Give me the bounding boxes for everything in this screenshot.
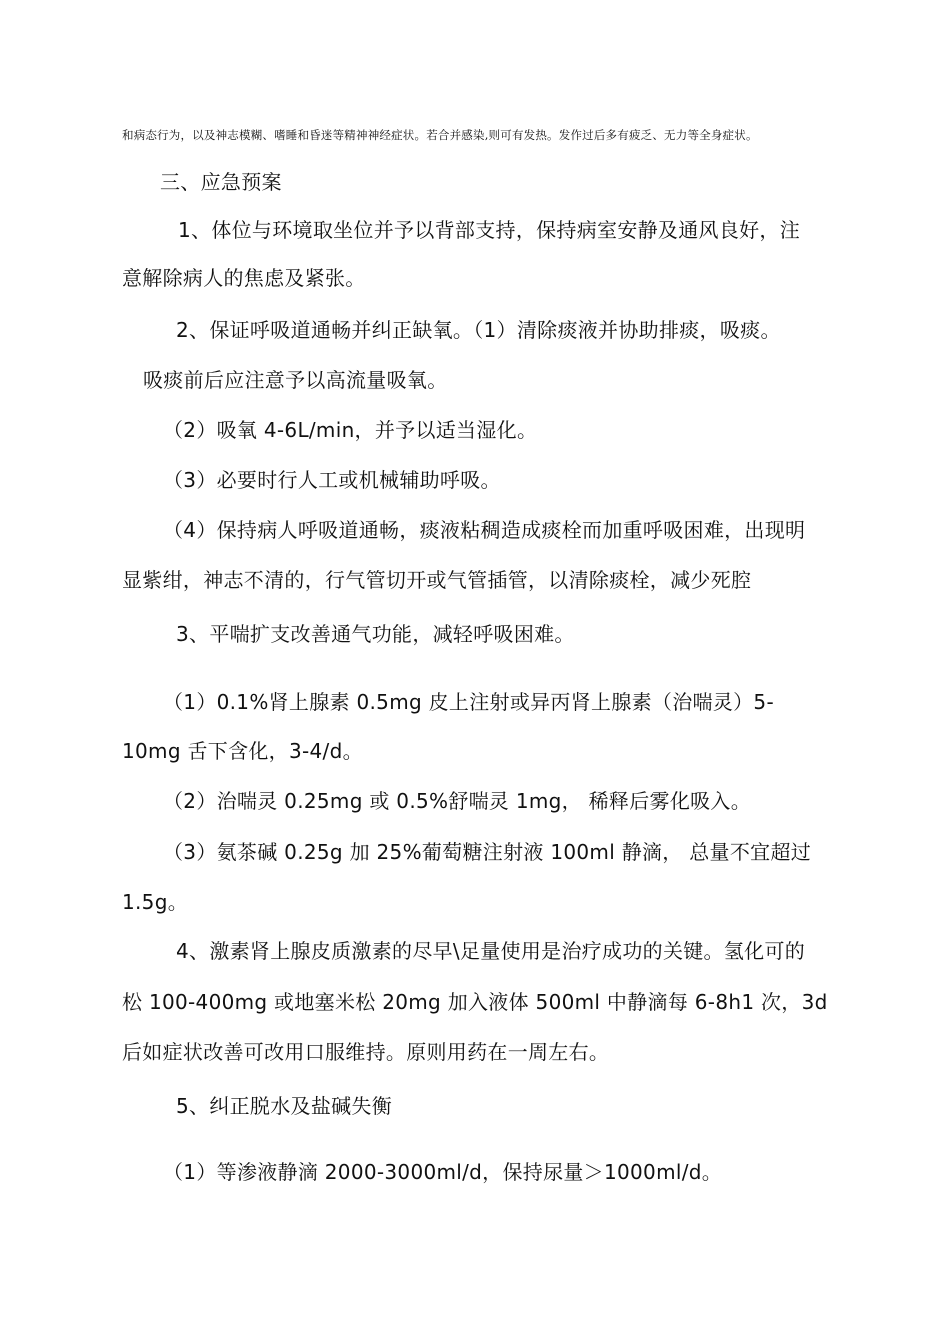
section-heading: 三、应急预案 (160, 170, 282, 194)
paragraph-line: 10mg 舌下含化，3-4/d。 (122, 739, 363, 763)
paragraph-line: （3）氨茶碱 0.25g 加 25%葡萄糖注射液 100ml 静滴， 总量不宜超过 (163, 840, 812, 864)
paragraph-line: 1.5g。 (122, 890, 189, 914)
paragraph-line: （1）0.1%肾上腺素 0.5mg 皮上注射或异丙肾上腺素（治喘灵）5- (163, 690, 774, 714)
paragraph-line: 意解除病人的焦虑及紧张。 (122, 266, 366, 290)
paragraph-line: （1）等渗液静滴 2000-3000ml/d，保持尿量＞1000ml/d。 (163, 1160, 723, 1184)
paragraph-line: 吸痰前后应注意予以高流量吸氧。 (143, 368, 448, 392)
paragraph-line: （4）保持病人呼吸道通畅，痰液粘稠造成痰栓而加重呼吸困难，出现明 (163, 518, 806, 542)
paragraph-line: 3、平喘扩支改善通气功能，减轻呼吸困难。 (176, 622, 575, 646)
paragraph-line: 5、纠正脱水及盐碱失衡 (176, 1094, 393, 1118)
paragraph-line: 1、体位与环境取坐位并予以背部支持，保持病室安静及通风良好，注 (178, 218, 801, 242)
paragraph-line: 4、激素肾上腺皮质激素的尽早\足量使用是治疗成功的关键。氢化可的 (176, 939, 806, 963)
paragraph-line: （2）治喘灵 0.25mg 或 0.5%舒喘灵 1mg， 稀释后雾化吸入。 (163, 789, 752, 813)
paragraph-line: （2）吸氧 4-6L/min，并予以适当湿化。 (163, 418, 538, 442)
paragraph-line: 后如症状改善可改用口服维持。原则用药在一周左右。 (122, 1040, 610, 1064)
continuation-text: 和病态行为，以及神志模糊、嗜睡和昏迷等精神神经症状。若合并感染,则可有发热。发作过后多有疲乏、无力等全身症状。 (122, 128, 758, 142)
paragraph-line: （3）必要时行人工或机械辅助呼吸。 (163, 468, 501, 492)
paragraph-line: 2、保证呼吸道通畅并纠正缺氧。（1）清除痰液并协助排痰，吸痰。 (176, 318, 781, 342)
paragraph-line: 松 100-400mg 或地塞米松 20mg 加入液体 500ml 中静滴每 6-8h1 次，3d (122, 990, 828, 1014)
paragraph-line: 显紫绀，神志不清的，行气管切开或气管插管，以清除痰栓，减少死腔 (122, 568, 752, 592)
